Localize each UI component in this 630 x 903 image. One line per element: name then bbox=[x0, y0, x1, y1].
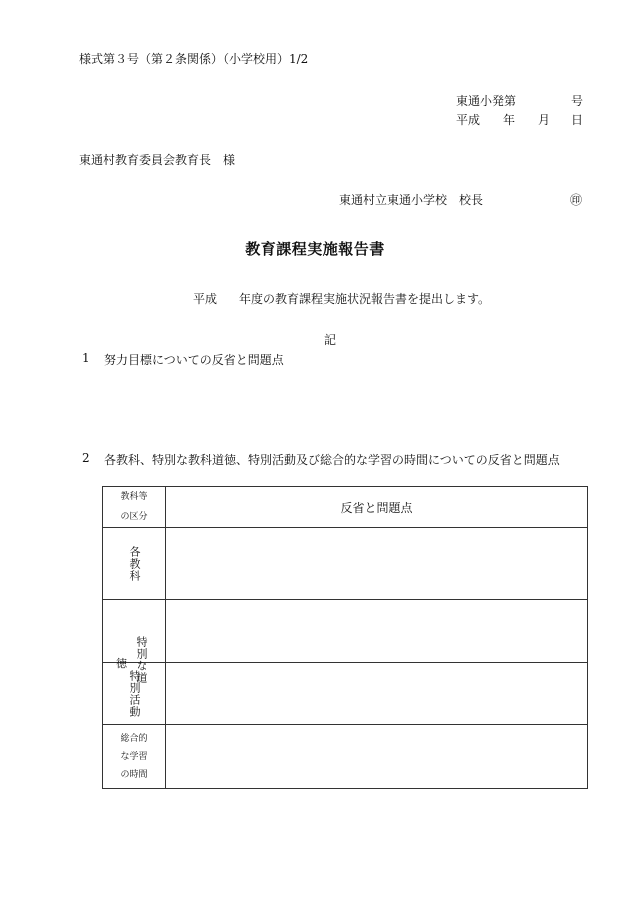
header-category-cell bbox=[103, 487, 166, 528]
label-doutoku: 徳 bbox=[116, 657, 127, 670]
date-day: 日 bbox=[571, 113, 584, 127]
intro-text: 年度の教育課程実施状況報告書を提出します。 bbox=[239, 292, 491, 306]
label-doutoku-cell bbox=[103, 600, 166, 684]
section-1-heading: 努力目標についての反省と問題点 bbox=[104, 353, 284, 367]
header-category-line-2: の区分 bbox=[120, 512, 148, 522]
label-sougou-cell bbox=[103, 725, 166, 789]
label-sougou-line-2: な学習 bbox=[120, 751, 148, 762]
date-month: 月 bbox=[538, 113, 551, 127]
row-kakukyouka bbox=[103, 528, 588, 600]
row-doutoku bbox=[103, 600, 588, 663]
doc-number-prefix: 東通小発第 bbox=[456, 94, 517, 108]
date-era: 平成 bbox=[456, 113, 481, 127]
intro-era: 平成 bbox=[193, 292, 218, 306]
doc-number-suffix: 号 bbox=[571, 94, 584, 108]
section-2-number: 2 bbox=[82, 451, 90, 465]
label-tokubetsu-kyouka: 特別な道 bbox=[135, 636, 148, 684]
addressee: 東通村教育委員会教育長 様 bbox=[79, 153, 236, 167]
entry-kakukyouka[interactable] bbox=[166, 528, 588, 600]
seal-mark: ㊞ bbox=[570, 193, 583, 207]
entry-sougou[interactable] bbox=[166, 725, 588, 789]
label-sougou-line-3: の時間 bbox=[120, 769, 148, 780]
label-tokkatsu: 特別活動 bbox=[128, 669, 141, 718]
entry-tokkatsu[interactable] bbox=[166, 663, 588, 725]
ki-mark: 記 bbox=[324, 333, 337, 347]
label-kakukyouka-cell bbox=[103, 528, 166, 600]
form-id: 様式第３号（第２条関係）（小学校用）1/2 bbox=[79, 52, 309, 66]
report-table bbox=[102, 486, 588, 789]
header-reflection-cell: 反省と問題点 bbox=[166, 487, 588, 528]
entry-doutoku[interactable] bbox=[166, 600, 588, 663]
header-category-line-1: 教科等 bbox=[120, 492, 148, 502]
table-header-row bbox=[103, 487, 588, 528]
section-1-number: 1 bbox=[82, 351, 90, 365]
row-tokkatsu bbox=[103, 663, 588, 725]
sender-name: 東通村立東通小学校 校長 bbox=[339, 193, 484, 207]
document-title: 教育課程実施報告書 bbox=[245, 240, 385, 258]
date-year: 年 bbox=[503, 113, 516, 127]
label-kakukyouka: 各教科 bbox=[128, 545, 141, 582]
row-sougou bbox=[103, 725, 588, 789]
section-2-heading: 各教科、特別な教科道徳、特別活動及び総合的な学習の時間についての反省と問題点 bbox=[104, 453, 560, 467]
label-sougou-line-1: 総合的 bbox=[120, 733, 148, 744]
